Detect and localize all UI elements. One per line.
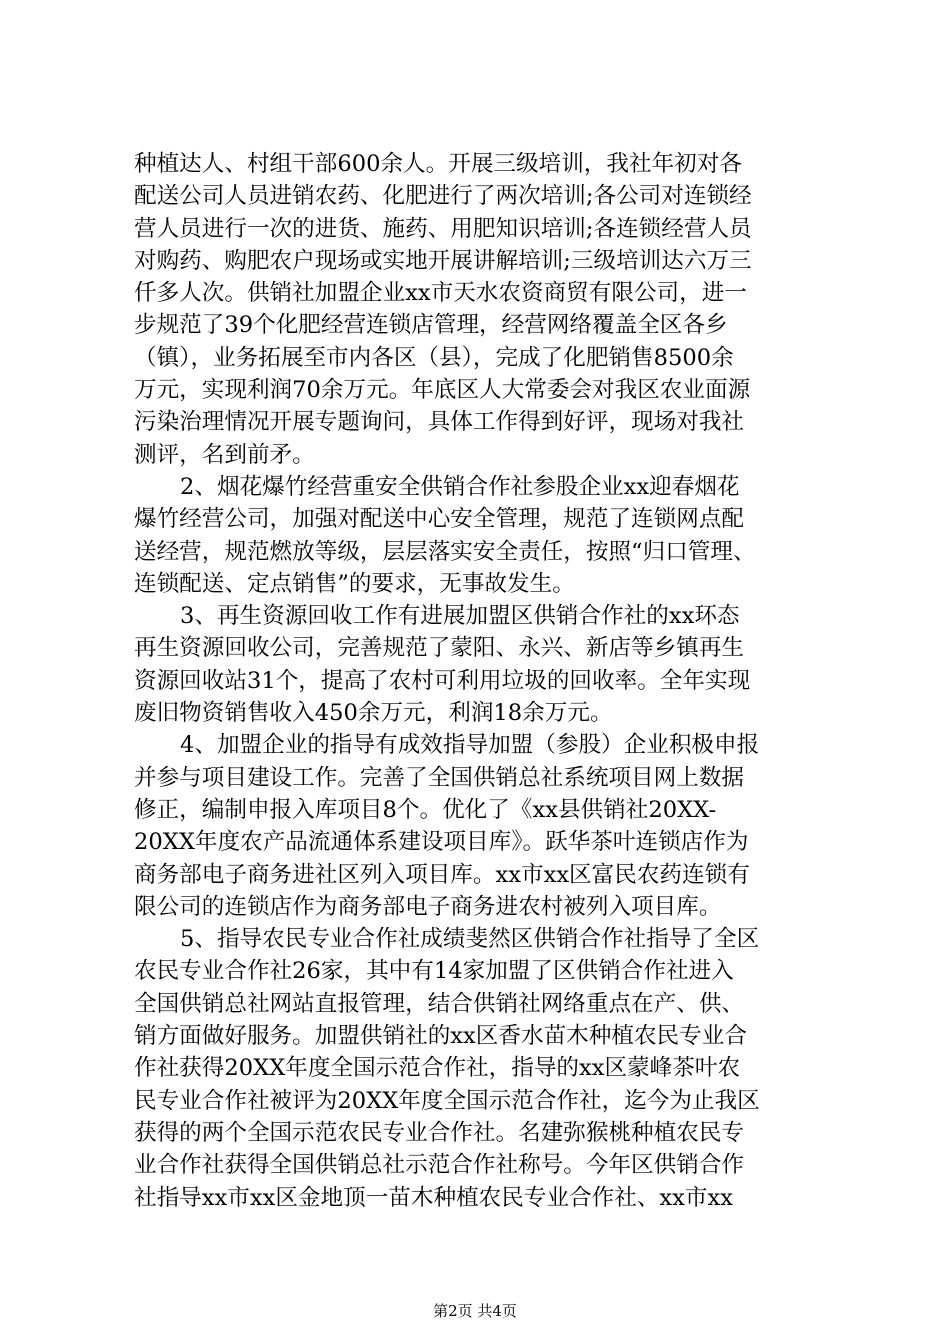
text-line: 资源回收站31个，提高了农村可利用垃圾的回收率。全年实现 [134, 667, 751, 694]
text-line: 污染治理情况开展专题询问，具体工作得到好评，现场对我社 [134, 409, 745, 436]
text-line: 商务部电子商务进社区列入项目库。xx市xx区富民农药连锁有 [134, 861, 750, 888]
text-line: 5、指导农民专业合作社成绩斐然区供销合作社指导了全区 [180, 926, 760, 953]
text-line: 废旧物资销售收入450余万元，利润18余万元。 [134, 700, 613, 727]
text-line: 再生资源回收公司，完善规范了蒙阳、永兴、新店等乡镇再生 [134, 635, 745, 662]
text-line: 2、烟花爆竹经营重安全供销合作社参股企业xx迎春烟花 [180, 473, 740, 500]
text-line: 农民专业合作社26家，其中有14家加盟了区供销合作社进入 [134, 958, 734, 985]
text-line: 3、再生资源回收工作有进展加盟区供销合作社的xx环态 [180, 603, 740, 630]
text-line: 连锁配送、定点销售”的要求，无事故发生。 [134, 570, 575, 597]
text-line: 20XX年度农产品流通体系建设项目库》。跃华茶叶连锁店作为 [134, 829, 749, 856]
text-line: 获得的两个全国示范农民专业合作社。名建弥猴桃种植农民专 [134, 1119, 745, 1146]
text-line: 步规范了39个化肥经营连锁店管理，经营网络覆盖全区各乡 [134, 312, 728, 339]
text-line: （镇），业务拓展至市内各区（县），完成了化肥销售8500余 [134, 344, 734, 371]
text-line: 配送公司人员进销农药、化肥进行了两次培训;各公司对连锁经 [134, 183, 752, 210]
text-line: 对购药、购肥农户现场或实地开展讲解培训;三级培训达六万三 [134, 247, 752, 274]
text-line: 销方面做好服务。加盟供销社的xx区香水苗木种植农民专业合 [134, 1023, 747, 1050]
text-line: 种植达人、村组干部600余人。开展三级培训，我社年初对各 [134, 151, 742, 177]
text-line: 测评，名到前矛。 [134, 441, 315, 468]
page-footer: 第2页 共4页 [433, 1302, 517, 1320]
document-body [134, 148, 834, 1214]
text-line: 爆竹经营公司，加强对配送中心安全管理，规范了连锁网点配 [134, 506, 745, 533]
text-line: 作社获得20XX年度全国示范合作社，指导的xx区蒙峰茶叶农 [134, 1055, 741, 1082]
text-line: 民专业合作社被评为20XX年度全国示范合作社，迄今为止我区 [134, 1087, 760, 1114]
text-line: 送经营，规范燃放等级，层层落实安全责任，按照“归口管理、 [134, 538, 756, 565]
text-line: 并参与项目建设工作。完善了全国供销总社系统项目网上数据 [134, 764, 745, 791]
text-line: 营人员进行一次的进货、施药、用肥知识培训;各连锁经营人员 [134, 215, 752, 242]
text-line: 社指导xx市xx区金地顶一苗木种植农民专业合作社、xx市xx [134, 1184, 733, 1211]
text-line: 4、加盟企业的指导有成效指导加盟（参股）企业积极申报 [180, 732, 760, 759]
text-line: 修正，编制申报入库项目8个。优化了《xx县供销社20XX- [134, 796, 717, 823]
text-line: 限公司的连锁店作为商务部电子商务进农村被列入项目库。 [134, 893, 722, 920]
text-line: 万元，实现利润70余万元。年底区人大常委会对我区农业面源 [134, 377, 751, 404]
text-line: 业合作社获得全国供销总社示范合作社称号。今年区供销合作 [134, 1152, 745, 1179]
text-line: 全国供销总社网站直报管理，结合供销社网络重点在产、供、 [134, 990, 745, 1017]
text-line: 仟多人次。供销社加盟企业xx市天水农资商贸有限公司，进一 [134, 280, 747, 307]
